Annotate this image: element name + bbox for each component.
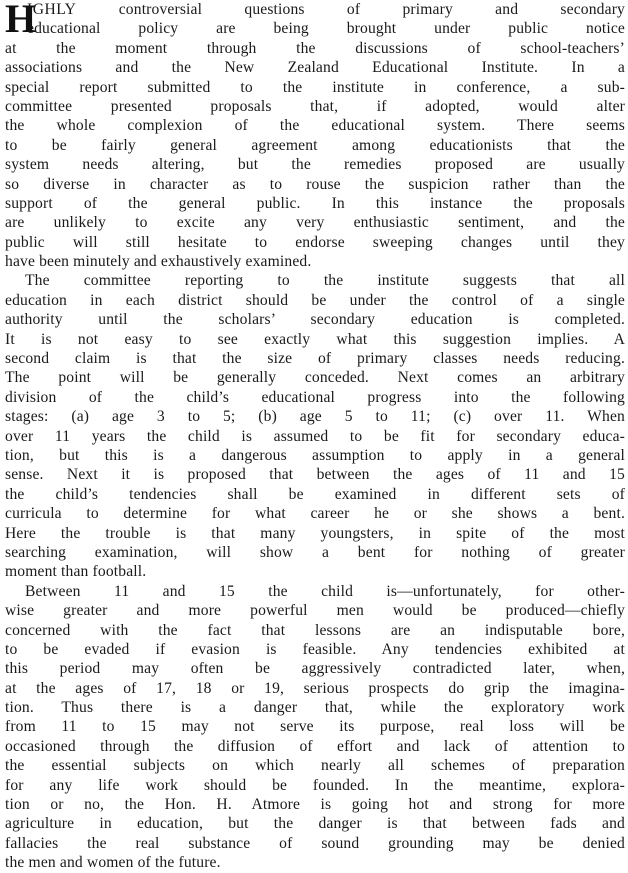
- text-line: to be fairly general agreement among educationists that the: [5, 136, 625, 154]
- text-line: to be evaded if evasion is feasible. Any tendencies exhibited at: [5, 640, 625, 658]
- text-line: The committee reporting to the institute suggests that all: [25, 272, 625, 290]
- text-line: moment than football.: [5, 563, 147, 581]
- text-line: at the ages of 17, 18 or 19, serious prospects do grip the imagina-: [5, 679, 625, 697]
- text-line: tion. Thus there is a danger that, while the exploratory work: [5, 699, 625, 717]
- paragraph-1: [5, 0, 625, 271]
- text-line: Here the trouble is that many youngsters, in spite of the most: [5, 524, 625, 542]
- text-line: over 11 years the child is assumed to be fit for secondary educa-: [5, 427, 625, 445]
- text-line: system needs altering, but the remedies proposed are usually: [5, 156, 625, 174]
- text-line: tion, but this is a dangerous assumption to apply in a general: [5, 446, 625, 464]
- text-line: for any life work should be founded. In the meantime, explora-: [5, 776, 625, 794]
- first-word-rest: IGHLY: [27, 1, 77, 18]
- text-line: from 11 to 15 may not serve its purpose, real loss will be: [5, 718, 625, 736]
- text-line: special report submitted to the institute in conference, a sub-: [5, 78, 625, 96]
- text-line: committee presented proposals that, if adopted, would alter: [5, 97, 625, 115]
- text-line: concerned with the fact that lessons are an indisputable bore,: [5, 621, 625, 639]
- paragraph-2: [5, 271, 625, 581]
- text-line: so diverse in character as to rouse the suspicion rather than the: [5, 175, 625, 193]
- text-line: occasioned through the diffusion of effort and lack of attention to: [5, 737, 625, 755]
- text-line: the child’s tendencies shall be examined in different sets of: [5, 485, 625, 503]
- text-line: The point will be generally conceded. Next comes an arbitrary: [5, 369, 625, 387]
- text-line: the men and women of the future.: [5, 854, 221, 872]
- text-line: IGHLY controversial questions of primary and secondary: [27, 1, 625, 18]
- text-line: have been minutely and exhaustively examined.: [5, 253, 312, 271]
- text-line: wise greater and more powerful men would be produced—chiefly: [5, 602, 625, 620]
- text-line: It is not easy to see exactly what this suggestion implies. A: [5, 330, 625, 348]
- text-line: authority until the scholars’ secondary education is completed.: [5, 311, 625, 329]
- text-line: are unlikely to excite any very enthusiastic sentiment, and the: [5, 214, 625, 232]
- text-line: this period may often be aggressively contradicted later, when,: [5, 660, 625, 678]
- article-page: [5, 0, 625, 872]
- text-line: curricula to determine for what career he or she shows a bent.: [5, 505, 625, 523]
- text-line: educational policy are being brought under public notice: [27, 20, 625, 38]
- text-line: at the moment through the discussions of school-teachers’: [5, 39, 625, 57]
- text-line: sense. Next it is proposed that between the ages of 11 and 15: [5, 466, 625, 484]
- text-line: support of the general public. In this instance the proposals: [5, 194, 625, 212]
- text-line: education in each district should be under the control of a single: [5, 291, 625, 309]
- text-line: division of the child’s educational progress into the following: [5, 388, 625, 406]
- text-line: agriculture in education, but the danger is that between fads and: [5, 815, 625, 833]
- text-line: the essential subjects on which nearly all schemes of preparation: [5, 757, 625, 775]
- text-line: fallacies the real substance of sound grounding may be denied: [5, 834, 625, 852]
- text-line: tion or no, the Hon. H. Atmore is going hot and strong for more: [5, 796, 625, 814]
- text-line: associations and the New Zealand Educational Institute. In a: [5, 59, 625, 77]
- text-line: second claim is that the size of primary classes needs reducing.: [5, 350, 625, 368]
- paragraph-3: [5, 582, 625, 873]
- text-line: public will still hesitate to endorse sweeping changes until they: [5, 233, 625, 251]
- text-line: stages: (a) age 3 to 5; (b) age 5 to 11; (c) over 11. When: [5, 408, 625, 426]
- text-line: Between 11 and 15 the child is—unfortunately, for other-: [25, 582, 625, 600]
- text-line: searching examination, will show a bent for nothing of greater: [5, 543, 625, 561]
- text-line: the whole complexion of the educational system. There seems: [5, 117, 625, 135]
- drop-cap: H: [5, 0, 37, 41]
